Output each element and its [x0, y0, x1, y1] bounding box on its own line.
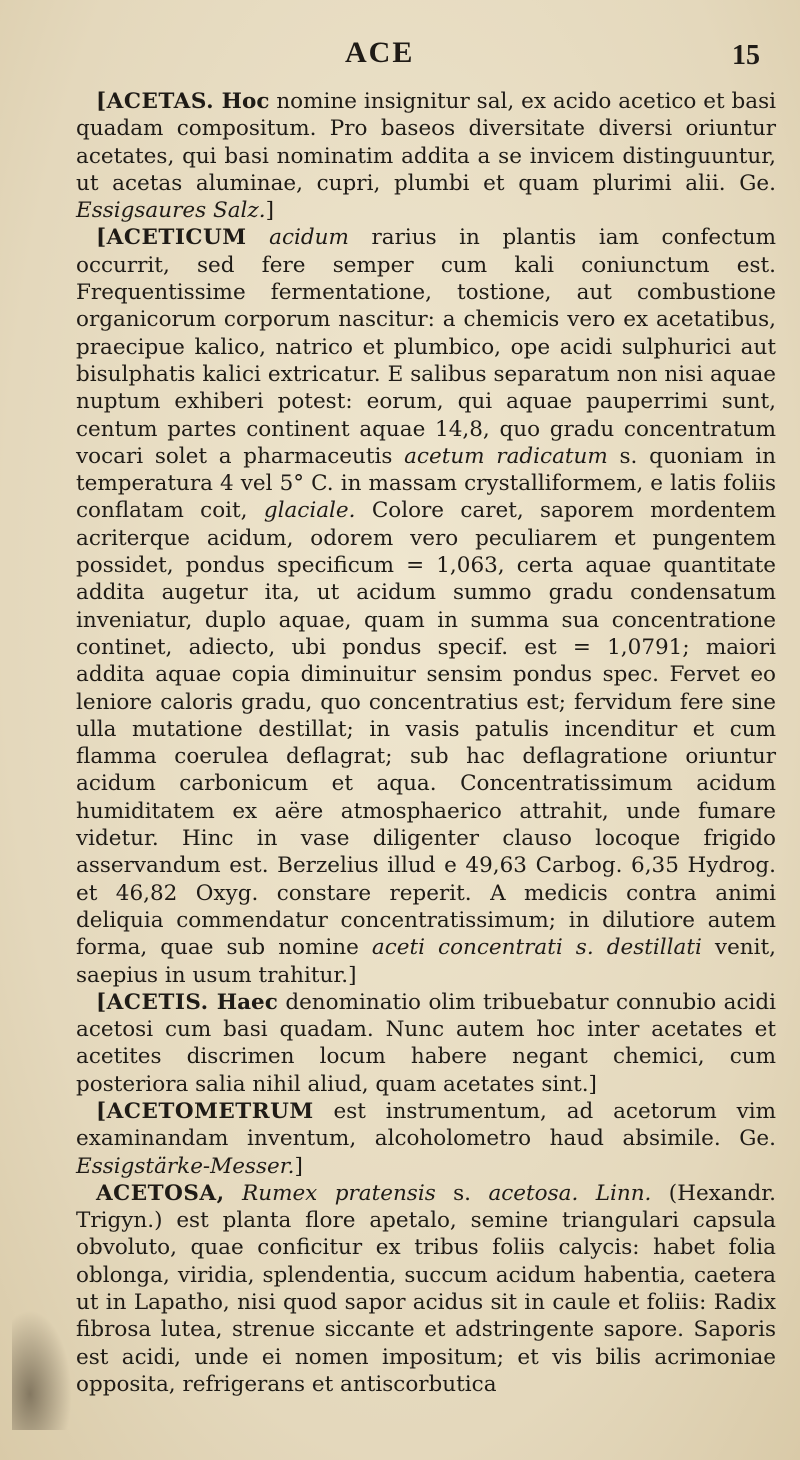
entry-text	[247, 225, 270, 250]
italic-term: glaciale.	[263, 498, 356, 524]
entry-text: Colore caret, saporem mordentem acriterque acidum, odorem vero peculiarem et pungentem possidet, pondus specificum = 1,063, certa aquae quantitate addita augetur ita, ut acidum summo gradu condensatum inveniatur, duplo aquae, quam in summa sua concentratione continet, adiecto, ubi pondus specif. est = 1,0791; maiori addita aquae copia diminuitur sensim pondus spec. Fervet eo leniore caloris gradu, quo concentratius est; fervidum fere sine ulla mutatione destillat; in vasis patulis incenditur et cum flamma coerulea deflagrat; sub hac deflagratione oriuntur acidum carbonicum et aqua. Concentratissimum acidum humiditatem ex aëre atmosphaerico attrahit, unde fumare videtur. Hinc in vase diligenter clauso locoque frigido asservandum est. Berzelius illud e 49,63 Carbog. 6,35 Hydrog. et 46,82 Oxyg. constare reperit. A medicis contra animi deliquia commendatur concentratissimum; in dilutiore autem forma, quae sub nomine	[76, 498, 777, 961]
entry-headword: [ACETOMETRUM	[96, 1098, 314, 1124]
entry-text: Haec	[208, 989, 278, 1015]
entry-headword: [ACETIS.	[96, 989, 209, 1015]
dictionary-entry	[76, 1180, 776, 1398]
entry-text: s. quoniam in temperatura 4 vel 5° C. in massam crystalliformem, e latis foliis conflatam coit,	[76, 443, 777, 524]
entry-text: est instrumentum, ad acetorum vim examinandam inventum, alcoholometro haud absimile. Ge.	[76, 1098, 776, 1152]
entry-text	[225, 1181, 242, 1206]
header-guide-word: ACE	[345, 36, 415, 69]
italic-term: Essigsaures Salz.	[76, 198, 266, 224]
entry-text: (Hexandr. Trigyn.) est planta flore apetalo, semine triangulari capsula obvoluto, quae conficitur ex tribus foliis calycis: habet folia oblonga, viridia, splendentia, succum acidum habentia, caetera ut in Lapatho, nisi quod sapor acidus sit in caule et foliis: Radix fibrosa lutea, strenue siccante et adstringente sapore. Saporis est acidi, unde ei nomen impositum; et vis bilis acrimoniae opposita, refrigerans et antiscorbutica	[76, 1180, 776, 1397]
entry-text: ]	[294, 1153, 303, 1179]
italic-term: acetum radicatum	[404, 443, 608, 469]
entry-headword: [ACETAS.	[96, 89, 215, 114]
dictionary-entry	[76, 88, 776, 224]
italic-term: aceti concentrati s. destillati	[371, 935, 702, 961]
dictionary-entry	[76, 1098, 776, 1180]
italic-term: acetosa. Linn.	[488, 1180, 652, 1206]
page-number: 15	[732, 40, 760, 71]
entry-text: s.	[435, 1180, 489, 1206]
entry-text: venit, saepius in usum trahitur.]	[76, 935, 776, 988]
entry-text: nomine insignitur sal, ex acido acetico et basi quadam compositum. Pro baseos diversitate diversi oriuntur acetates, qui basi nominatim addita a se invicem distinguuntur, ut acetas aluminae, cupri, plumbi et quam plurimi alii. Ge.	[76, 89, 776, 196]
entry-text: ]	[265, 198, 274, 224]
dictionary-entry	[76, 989, 776, 1098]
entry-headword: [ACETICUM	[96, 225, 247, 251]
entry-text: Hoc	[214, 89, 270, 114]
dictionary-entry	[76, 224, 776, 988]
entry-text: denominatio olim tribuebatur connubio acidi acetosi cum basi quadam. Nunc autem hoc inter acetates et acetites discrimen locum habere negant chemici, cum posteriora salia nihil aliud, quam acetates sint.]	[76, 989, 777, 1097]
page-stain	[12, 1310, 72, 1430]
italic-term: Rumex pratensis	[242, 1180, 436, 1206]
entry-headword: ACETOSA,	[96, 1180, 225, 1206]
entry-text: rarius in plantis iam confectum occurrit, sed fere semper cum kali coniunctum est. Frequentissime fermentatione, tostione, aut combustione organicorum corporum nascitur: a chemicis vero ex acetatibus, praecipue kalico, natrico et plumbico, ope acidi sulphurici aut bisulphatis kalici extricatur. E salibus separatum non nisi aquae nuptum exhiberi potest: eorum, qui aquae pauperrimi sunt, centum partes continent aquae 14,8, quo gradu concentratum vocari solet a pharmaceutis	[76, 225, 776, 469]
italic-term: Essigstärke-Messer.	[76, 1153, 295, 1179]
dictionary-body	[76, 88, 776, 1398]
italic-term: acidum	[269, 225, 349, 251]
running-header	[60, 36, 760, 76]
